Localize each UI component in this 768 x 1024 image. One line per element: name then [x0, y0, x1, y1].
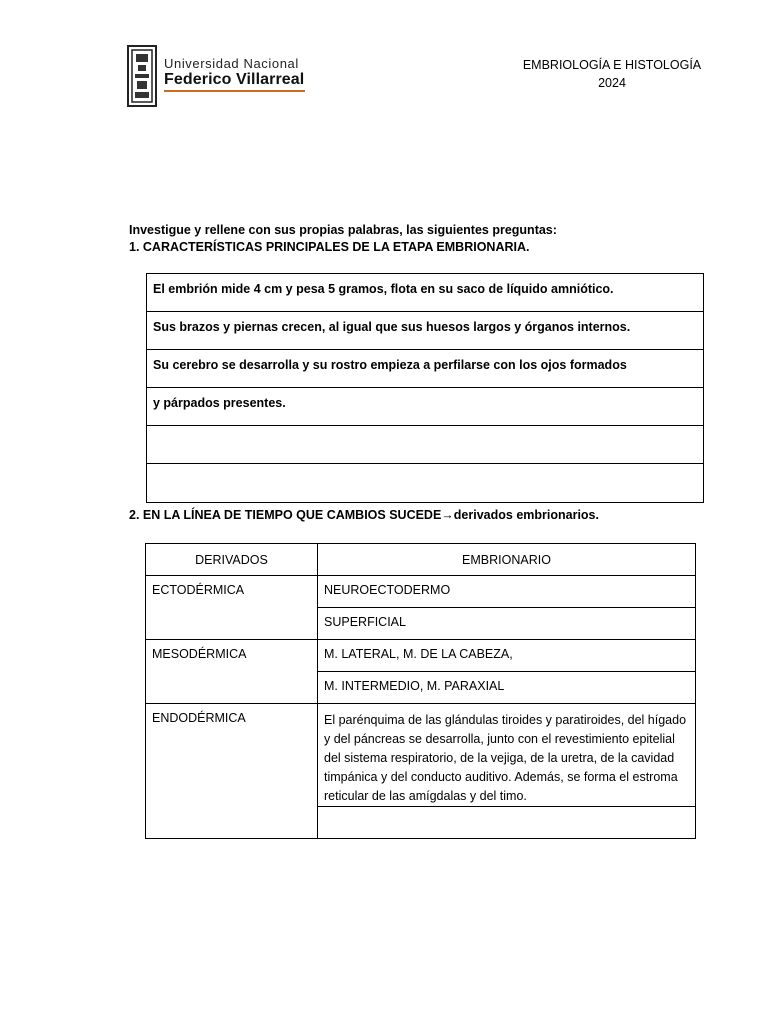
instructions-text: Investigue y rellene con sus propias palabras, las siguientes preguntas: [129, 223, 557, 237]
table-row [146, 640, 696, 672]
university-logo [127, 45, 327, 107]
answer-row [147, 426, 703, 464]
question-2-title: 2. EN LA LÍNEA DE TIEMPO QUE CAMBIOS SUCEDE→derivados embrionarios. [129, 508, 599, 522]
university-name-line2: Federico Villarreal [164, 71, 305, 88]
question-1-answer-table [146, 273, 704, 503]
column-header: DERIVADOS [146, 544, 318, 576]
university-name-line1: Universidad Nacional [164, 56, 299, 71]
derivatives-table [145, 543, 696, 839]
table-header-row [146, 544, 696, 576]
germ-layer-label: ECTODÉRMICA [146, 576, 318, 640]
derivative-cell: M. LATERAL, M. DE LA CABEZA, [318, 640, 696, 672]
derivative-cell [318, 807, 696, 839]
answer-row: El embrión mide 4 cm y pesa 5 gramos, flota en su saco de líquido amniótico. [147, 274, 703, 312]
instructions-block [129, 222, 557, 256]
answer-row: y párpados presentes. [147, 388, 703, 426]
derivative-cell: El parénquima de las glándulas tiroides y paratiroides, del hígado y del páncreas se desarrolla, junto con el revestimiento epitelial del sistema respiratorio, de la vejiga, de la uretra, de la cavidad timpánica y del conducto auditivo. Además, se forma el estroma reticular de las amígdalas y del timo. [318, 704, 696, 807]
answer-row: Sus brazos y piernas crecen, al igual que sus huesos largos y órganos internos. [147, 312, 703, 350]
table-row [146, 704, 696, 807]
column-header: EMBRIONARIO [318, 544, 696, 576]
answer-row: Su cerebro se desarrolla y su rostro empieza a perfilarse con los ojos formados [147, 350, 703, 388]
derivative-cell: NEUROECTODERMO [318, 576, 696, 608]
question-1-title: 1. CARACTERÍSTICAS PRINCIPALES DE LA ETAPA EMBRIONARIA. [129, 240, 530, 254]
university-emblem-icon [127, 45, 157, 107]
germ-layer-label: MESODÉRMICA [146, 640, 318, 704]
table-row [146, 576, 696, 608]
logo-accent-bar [164, 90, 305, 92]
course-year: 2024 [598, 76, 626, 90]
germ-layer-label: ENDODÉRMICA [146, 704, 318, 839]
course-header [512, 56, 712, 92]
derivative-cell: SUPERFICIAL [318, 608, 696, 640]
derivative-cell: M. INTERMEDIO, M. PARAXIAL [318, 672, 696, 704]
answer-row [147, 464, 703, 502]
course-title: EMBRIOLOGÍA E HISTOLOGÍA [522, 58, 702, 72]
